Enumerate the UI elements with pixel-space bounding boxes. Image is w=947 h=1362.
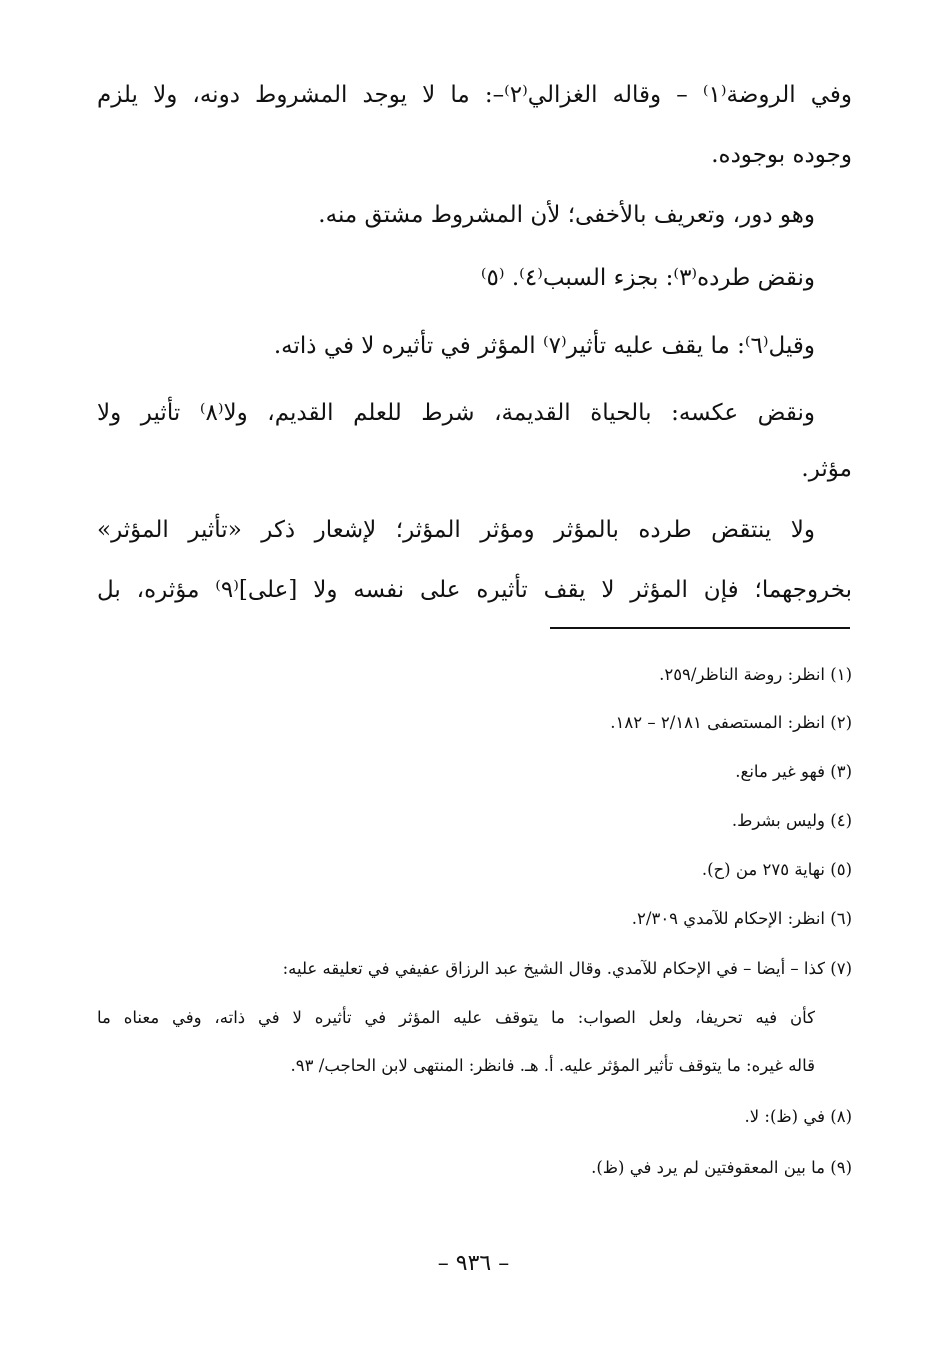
body-line-9: بخروجهما؛ فإن المؤثر لا يقف تأثيره على نفسه ولا [على]⁽٩⁾ مؤثره، بل [97, 577, 852, 603]
footnote-9: (٩) ما بين المعقوفتين لم يرد في (ظ). [591, 1158, 852, 1177]
page-number: – ٩٣٦ – [437, 1251, 510, 1276]
footnote-separator [550, 627, 850, 629]
footnote-6: (٦) انظر: الإحكام للآمدي ٢/٣٠٩. [631, 909, 852, 928]
footnote-2: (٢) انظر: المستصفى ٢/١٨١ – ١٨٢. [610, 713, 852, 732]
body-line-7: مؤثر. [801, 456, 852, 482]
footnote-7: (٧) كذا – أيضا – في الإحكام للآمدي. وقال الشيخ عبد الرزاق عفيفي في تعليقه عليه: [282, 959, 852, 978]
footnote-5: (٥) نهاية ٢٧٥ من (ح). [701, 860, 852, 879]
body-line-5: وقيل⁽٦⁾: ما يقف عليه تأثير⁽٧⁾ المؤثر في تأثيره لا في ذاته. [273, 333, 815, 359]
body-line-2: وجوده بوجوده. [711, 142, 852, 168]
footnote-8: (٨) في (ظ): لا. [744, 1107, 852, 1126]
body-line-3: وهو دور، وتعريف بالأخفى؛ لأن المشروط مشتق منه. [318, 202, 815, 228]
footnote-4: (٤) وليس بشرط. [731, 811, 852, 830]
footnote-1: (١) انظر: روضة الناظر/٢٥٩. [659, 665, 852, 684]
footnote-3: (٣) فهو غير مانع. [735, 762, 852, 781]
body-line-4: ونقض طرده⁽٣⁾: بجزء السبب⁽٤⁾. ⁽٥⁾ [480, 265, 815, 291]
body-line-8: ولا ينتقض طرده بالمؤثر ومؤثر المؤثر؛ لإشعار ذكر «تأثير المؤثر» [97, 517, 815, 543]
footnote-7-cont-1: كأن فيه تحريفا، ولعل الصواب: ما يتوقف عليه المؤثر في تأثيره لا في ذاته، وفي معناه ما [97, 1008, 815, 1027]
body-line-6: ونقض عكسه: بالحياة القديمة، شرط للعلم القديم، ولا⁽٨⁾ تأثير ولا [97, 400, 815, 426]
footnote-7-cont-2: قاله غيره: ما يتوقف تأثير المؤثر عليه. أ. هـ. فانظر: المنتهى لابن الحاجب/ ٩٣. [290, 1056, 815, 1075]
body-line-1: وفي الروضة⁽١⁾ – وقاله الغزالي⁽٢⁾–: ما لا يوجد المشروط دونه، ولا يلزم [97, 82, 852, 108]
